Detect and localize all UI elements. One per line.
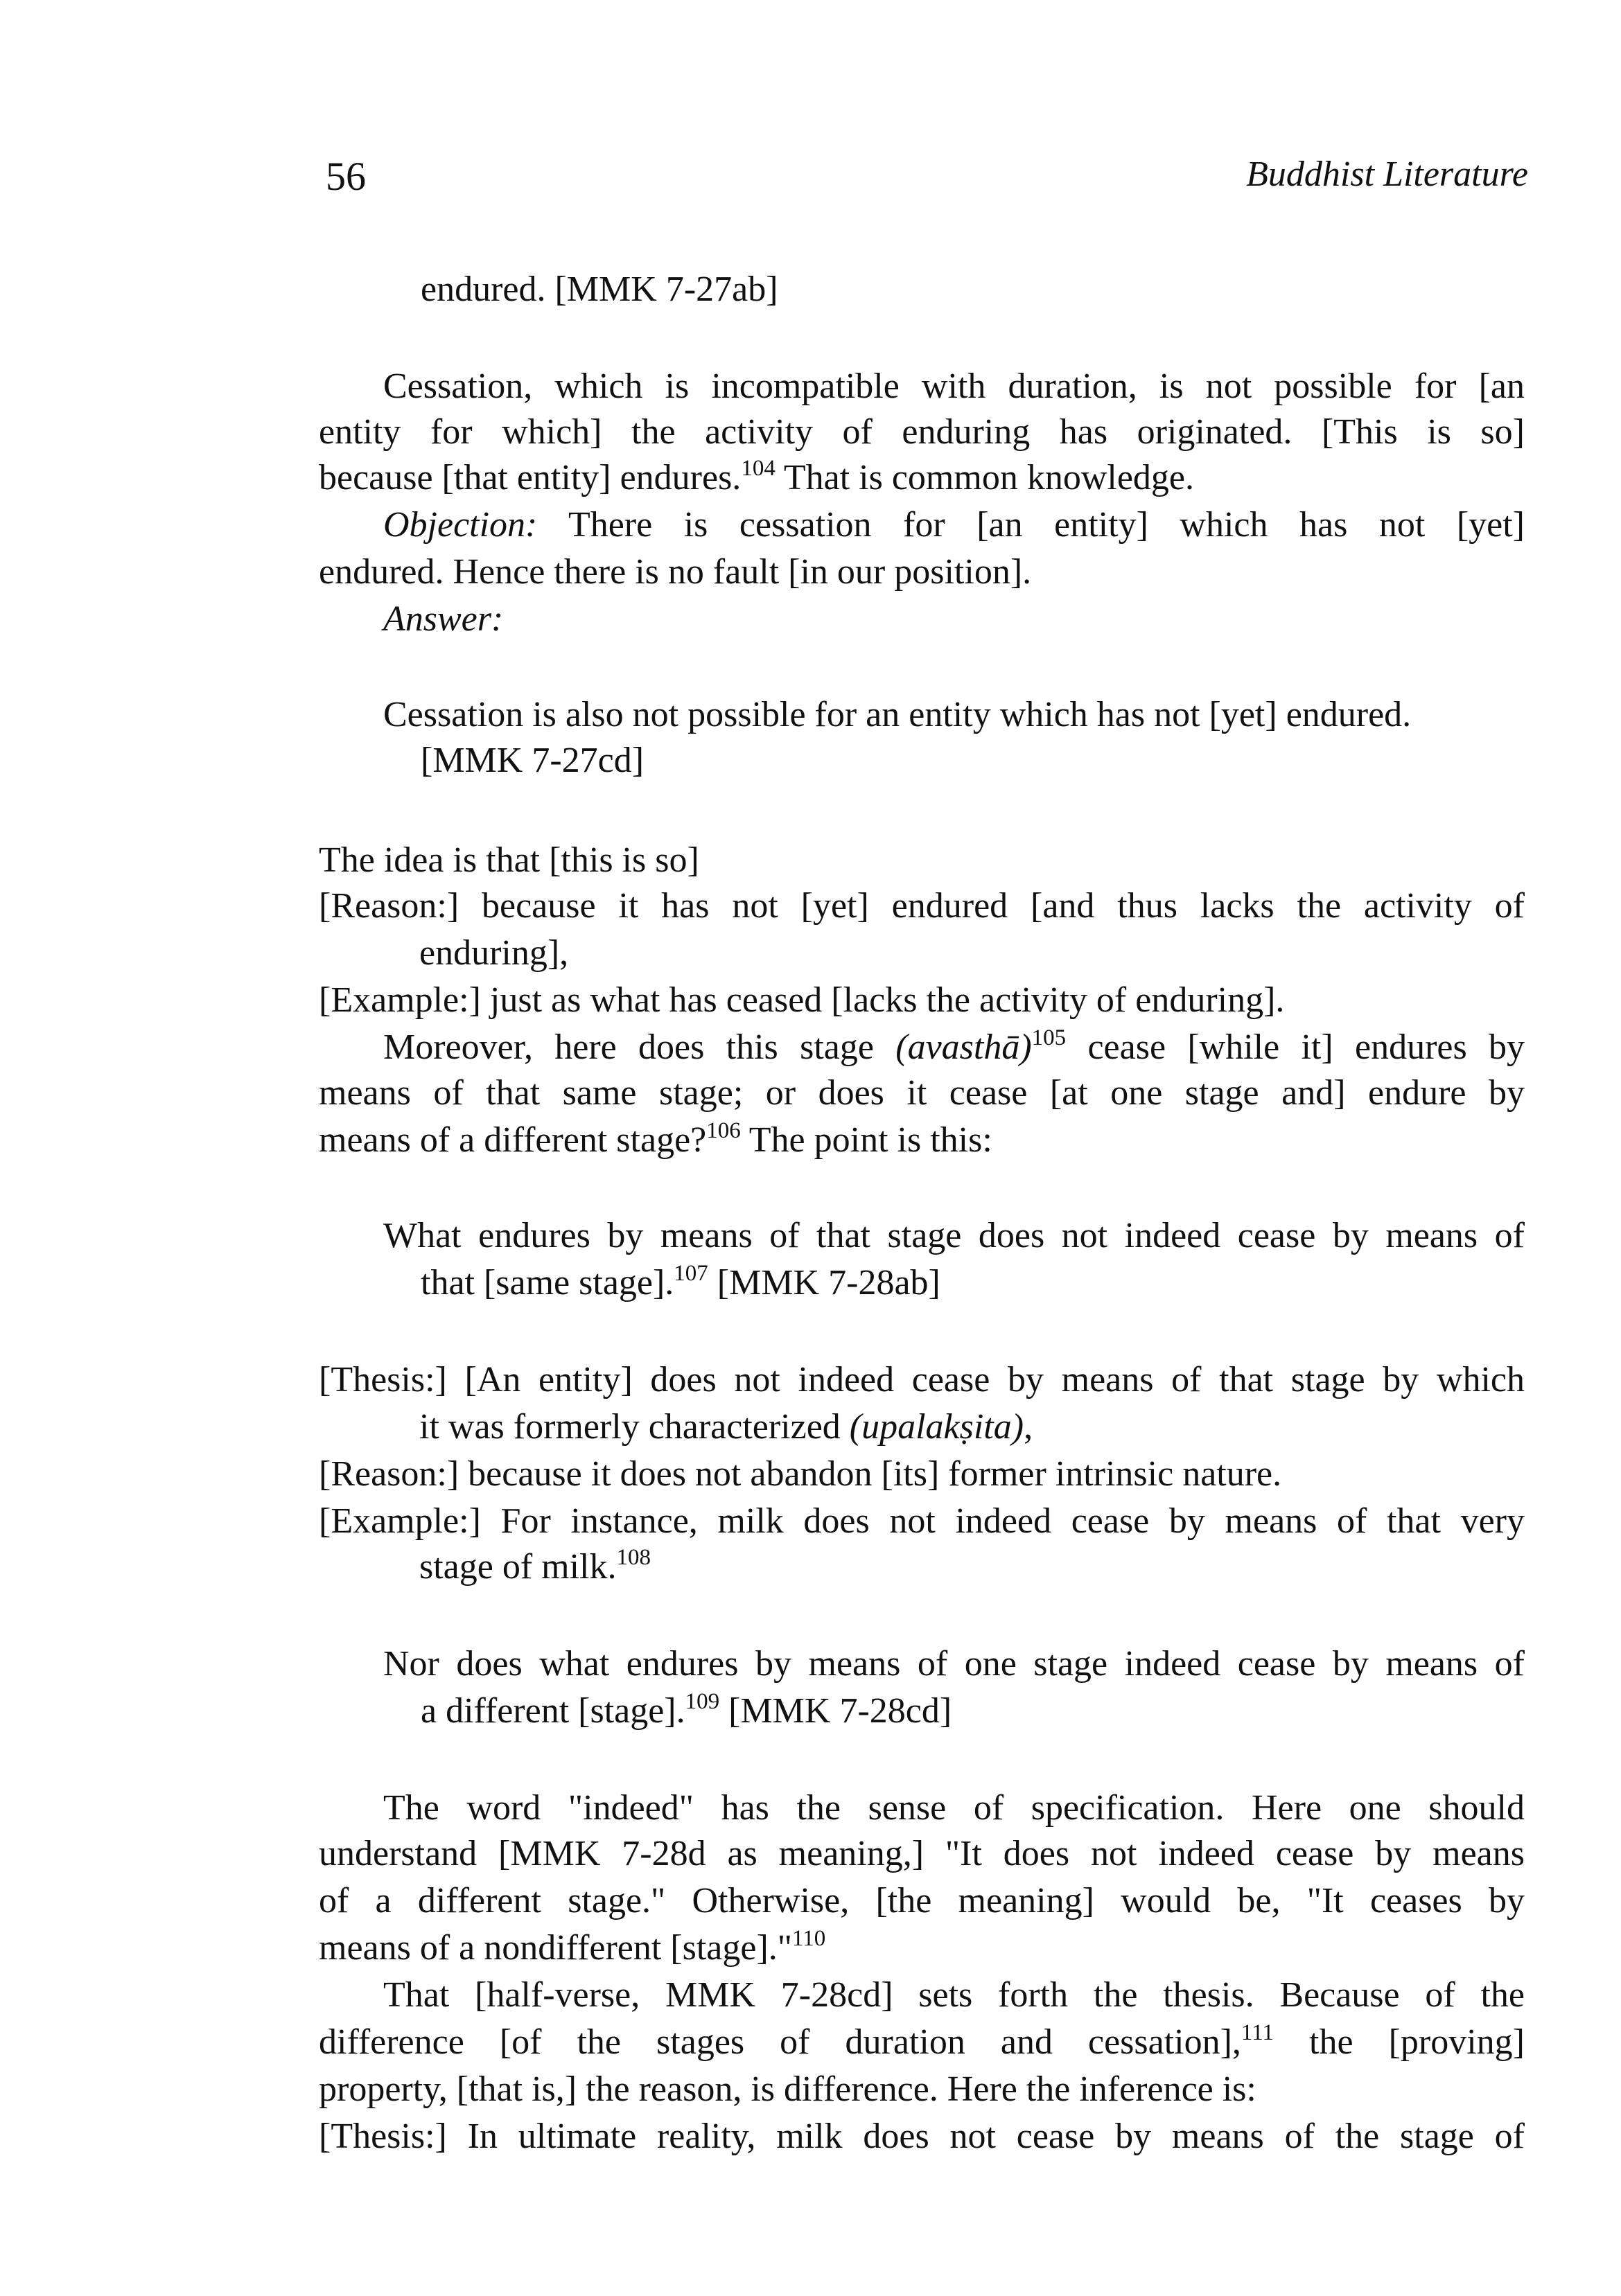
para-1-line-1: Cessation, which is incompatible with duration, is not possible for [an	[383, 367, 1525, 406]
verse-2-line-1: Cessation is also not possible for an entity which has not [yet] endured.	[383, 695, 1412, 734]
syllogism-2-thesis-line-2-pre: it was formerly characterized	[419, 1407, 850, 1447]
para-2-line-3-post: The point is this:	[740, 1120, 992, 1160]
para-2-line-3	[319, 1118, 992, 1160]
para-2-line-2: means of that same stage; or does it cease [at one stage and] endure by	[319, 1073, 1525, 1113]
running-title: Buddhist Literature	[1246, 154, 1528, 194]
para-2-line-1-post: cease [while it] endures by	[1066, 1027, 1525, 1067]
para-4-line-2-pre: difference [of the stages of duration and cessation],	[319, 2022, 1241, 2062]
footnote-ref-104: 104	[741, 456, 776, 481]
syllogism-1-reason-line-2: enduring],	[419, 933, 569, 973]
verse-3-line-2-post: [MMK 7-28ab]	[708, 1263, 940, 1302]
verse-4-line-2-post: [MMK 7-28cd]	[719, 1691, 952, 1731]
para-1-line-2: entity for which] the activity of enduring has originated. [This is so]	[319, 412, 1525, 452]
footnote-ref-106: 106	[706, 1118, 741, 1143]
para-4-line-2	[319, 2020, 1525, 2062]
objection-label: Objection:	[383, 505, 538, 545]
verse-3-line-1: What endures by means of that stage does not indeed cease by means of	[383, 1216, 1525, 1255]
para-4-line-2-post: the [proving]	[1273, 2022, 1525, 2062]
para-1-line-3-pre: because [that entity] endures.	[319, 458, 742, 497]
para-1-line-3	[319, 456, 1194, 497]
para-3-line-3: of a different stage." Otherwise, [the meaning] would be, "It ceases by	[319, 1881, 1525, 1920]
para-1-line-3-post: That is common knowledge.	[775, 458, 1194, 497]
syllogism-1-example: [Example:] just as what has ceased [lacks the activity of enduring].	[319, 980, 1285, 1020]
para-3-line-4	[319, 1926, 826, 1968]
syllogism-1-intro: The idea is that [this is so]	[319, 840, 699, 880]
para-4-line-4: [Thesis:] In ultimate reality, milk does not cease by means of the stage of	[319, 2117, 1525, 2156]
syllogism-2-example-line-2	[419, 1545, 651, 1587]
syllogism-2-example-line-2-text: stage of milk.	[419, 1547, 617, 1587]
syllogism-2-example-line-1: [Example:] For instance, milk does not indeed cease by means of that very	[319, 1501, 1525, 1541]
page-number: 56	[326, 154, 366, 199]
footnote-ref-109: 109	[685, 1689, 720, 1714]
para-2-line-1	[383, 1025, 1525, 1067]
footnote-ref-108: 108	[616, 1545, 651, 1570]
footnote-ref-110: 110	[792, 1926, 826, 1951]
para-4-line-3: property, [that is,] the reason, is difference. Here the inference is:	[319, 2069, 1256, 2109]
objection-text: There is cessation for [an entity] which has not [yet]	[537, 505, 1525, 545]
term-avastha: (avasthā)	[895, 1027, 1032, 1067]
term-upalaksita: (upalakṣita)	[849, 1407, 1024, 1447]
footnote-ref-107: 107	[674, 1261, 708, 1286]
verse-4-line-2	[421, 1689, 952, 1731]
verse-2-line-2: [MMK 7-27cd]	[421, 741, 645, 780]
para-4-line-1: That [half-verse, MMK 7-28cd] sets forth the thesis. Because of the	[383, 1975, 1525, 2015]
para-3-line-1: The word "indeed" has the sense of specification. Here one should	[383, 1788, 1525, 1828]
para-3-line-4-text: means of a nondifferent [stage]."	[319, 1928, 793, 1968]
verse-3-line-2	[421, 1261, 940, 1302]
syllogism-2-reason: [Reason:] because it does not abandon [its] former intrinsic nature.	[319, 1454, 1282, 1494]
syllogism-1-reason-line-1: [Reason:] because it has not [yet] endured [and thus lacks the activity of	[319, 886, 1525, 926]
footnote-ref-111: 111	[1241, 2020, 1274, 2045]
verse-1-line: endured. [MMK 7-27ab]	[421, 270, 778, 309]
footnote-ref-105: 105	[1031, 1025, 1067, 1050]
objection-line-2: endured. Hence there is no fault [in our position].	[319, 552, 1032, 592]
para-2-line-3-pre: means of a different stage?	[319, 1120, 707, 1160]
verse-4-line-1: Nor does what endures by means of one stage indeed cease by means of	[383, 1644, 1525, 1684]
objection-line-1	[383, 507, 1525, 543]
para-3-line-2: understand [MMK 7-28d as meaning,] "It does not indeed cease by means	[319, 1834, 1525, 1873]
syllogism-2-thesis-line-2	[419, 1409, 1033, 1445]
verse-4-line-2-pre: a different [stage].	[421, 1691, 685, 1731]
syllogism-2-thesis-line-2-post: ,	[1024, 1407, 1033, 1447]
syllogism-2-thesis-line-1: [Thesis:] [An entity] does not indeed cease by means of that stage by which	[319, 1360, 1525, 1399]
verse-3-line-2-pre: that [same stage].	[421, 1263, 674, 1302]
para-2-line-1-pre: Moreover, here does this stage	[383, 1027, 896, 1067]
answer-label: Answer:	[383, 599, 504, 639]
